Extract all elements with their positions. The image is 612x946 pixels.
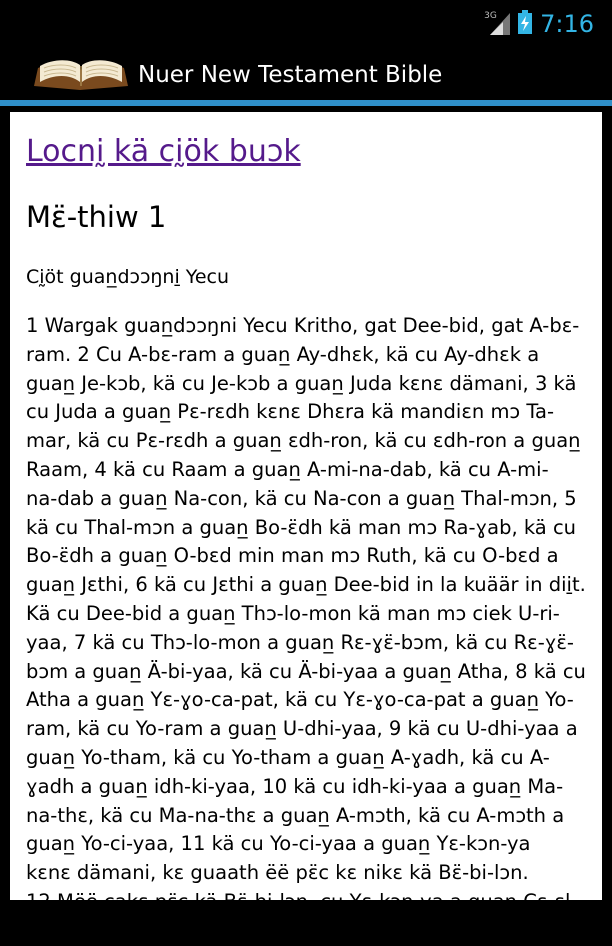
verse-line: guan̲ Jɛthi, 6 kä cu Jɛthi a guan̲ Dee-bid in la kuäär in dii̱t. — [26, 573, 586, 597]
verse-line: cu Juda a guan̲ Pɛ-rɛdh kɛnɛ Dhɛra kä mandiɛn mɔ Ta- — [26, 400, 555, 424]
verse-line: 12 Mëë cakɛ pɛ̈c kä Bɛ̈-bi-lɔn, cu Yɛ-kɔn-ya a guan̲ Cɛ-ɛl- — [26, 889, 578, 913]
verse-line: Atha a guan̲ Yɛ-ɣo-ca-pat, kä cu Yɛ-ɣo-ca-pat a guan̲ Yo- — [26, 688, 574, 712]
status-icons — [484, 10, 594, 38]
verse-line: guan̲ Yo-tham, kä cu Yo-tham a guan̲ A-ɣadh, kä cu A- — [26, 745, 550, 769]
verse-line: ti-el, kä cu Cɛ-ɛl-ti-el a guan̲ Dhɛ-ru-ba-bɛl, 13 kä cu — [26, 918, 534, 942]
verse-text — [26, 312, 590, 946]
verse-line: 1 Wargak guan̲dɔɔŋni Yecu Kritho, gat Dee-bid, gat A-bɛ- — [26, 314, 580, 337]
section-title: Cḭöt guan̲dɔɔŋni̱ Yecu — [26, 266, 230, 288]
verse-line: kä cu Thal-mɔn a guan̲ Bo-ɛ̈dh kä man mɔ Ra-ɣab, kä cu — [26, 515, 577, 539]
verse-line: na-dab a guan̲ Na-con, kä cu Na-con a guan̲ Thal-mɔn, 5 — [26, 486, 577, 510]
verse-line: na-thɛ, kä cu Ma-na-thɛ a guan̲ A-mɔth, kä cu A-mɔth a — [26, 803, 565, 827]
verse-line: mar, kä cu Pɛ-rɛdh a guan̲ ɛdh-ron, kä cu ɛdh-ron a guan̲ — [26, 429, 581, 453]
content-area[interactable] — [10, 112, 602, 942]
verse-line: ram, kä cu Yo-ram a guan̲ U-dhi-yaa, 9 kä cu U-dhi-yaa a — [26, 717, 578, 741]
battery-charging-icon — [518, 10, 532, 38]
verse-line: ɣadh a guan̲ idh-ki-yaa, 10 kä cu idh-ki-yaa a guan̲ Ma- — [26, 774, 564, 798]
verse-line: bɔm a guan̲ Ä-bi-yaa, kä cu Ä-bi-yaa a guan̲ Atha, 8 kä cu — [26, 659, 586, 683]
open-bible-icon[interactable] — [32, 56, 130, 98]
action-bar — [0, 48, 612, 106]
verse-line: Kä cu Dee-bid a guan̲ Thɔ-lo-mon kä man mɔ ciek U-ri- — [26, 601, 560, 625]
verse-line: yaa, 7 kä cu Thɔ-lo-mon a guan̲ Rɛ-ɣɛ̈-bɔm, kä cu Rɛ-ɣɛ̈- — [26, 630, 574, 654]
verse-line: ram. 2 Cu A-bɛ-ram a guan̲ Ay-dhɛk, kä cu Ay-dhɛk a — [26, 342, 540, 366]
verse-line: kɛnɛ dämani, kɛ guaath ëë pɛ̈c kɛ nikɛ kä Bɛ̈-bi-lɔn. — [26, 861, 529, 885]
network-type-label: 3G — [484, 11, 497, 21]
chapter-heading: Mɛ̈-thiw 1 — [26, 200, 167, 234]
verse-line: Raam, 4 kä cu Raam a guan̲ A-mi-na-dab, kä cu A-mi- — [26, 457, 549, 481]
chapter-list-link[interactable]: Locnḭ kä cḭök buɔk — [26, 134, 301, 169]
verse-line: Bo-ɛ̈dh a guan̲ O-bɛd min man mɔ Ruth, kä cu O-bɛd a — [26, 544, 559, 568]
signal-icon — [484, 11, 510, 35]
status-time: 7:16 — [540, 10, 594, 38]
verse-line: guan̲ Je-kɔb, kä cu Je-kɔb a guan̲ Juda kɛnɛ dämani, 3 kä — [26, 371, 577, 395]
app-title: Nuer New Testament Bible — [138, 62, 443, 88]
verse-line: guan̲ Yo-ci-yaa, 11 kä cu Yo-ci-yaa a guan̲ Yɛ-kɔn-ya — [26, 832, 531, 856]
status-bar — [0, 0, 612, 48]
